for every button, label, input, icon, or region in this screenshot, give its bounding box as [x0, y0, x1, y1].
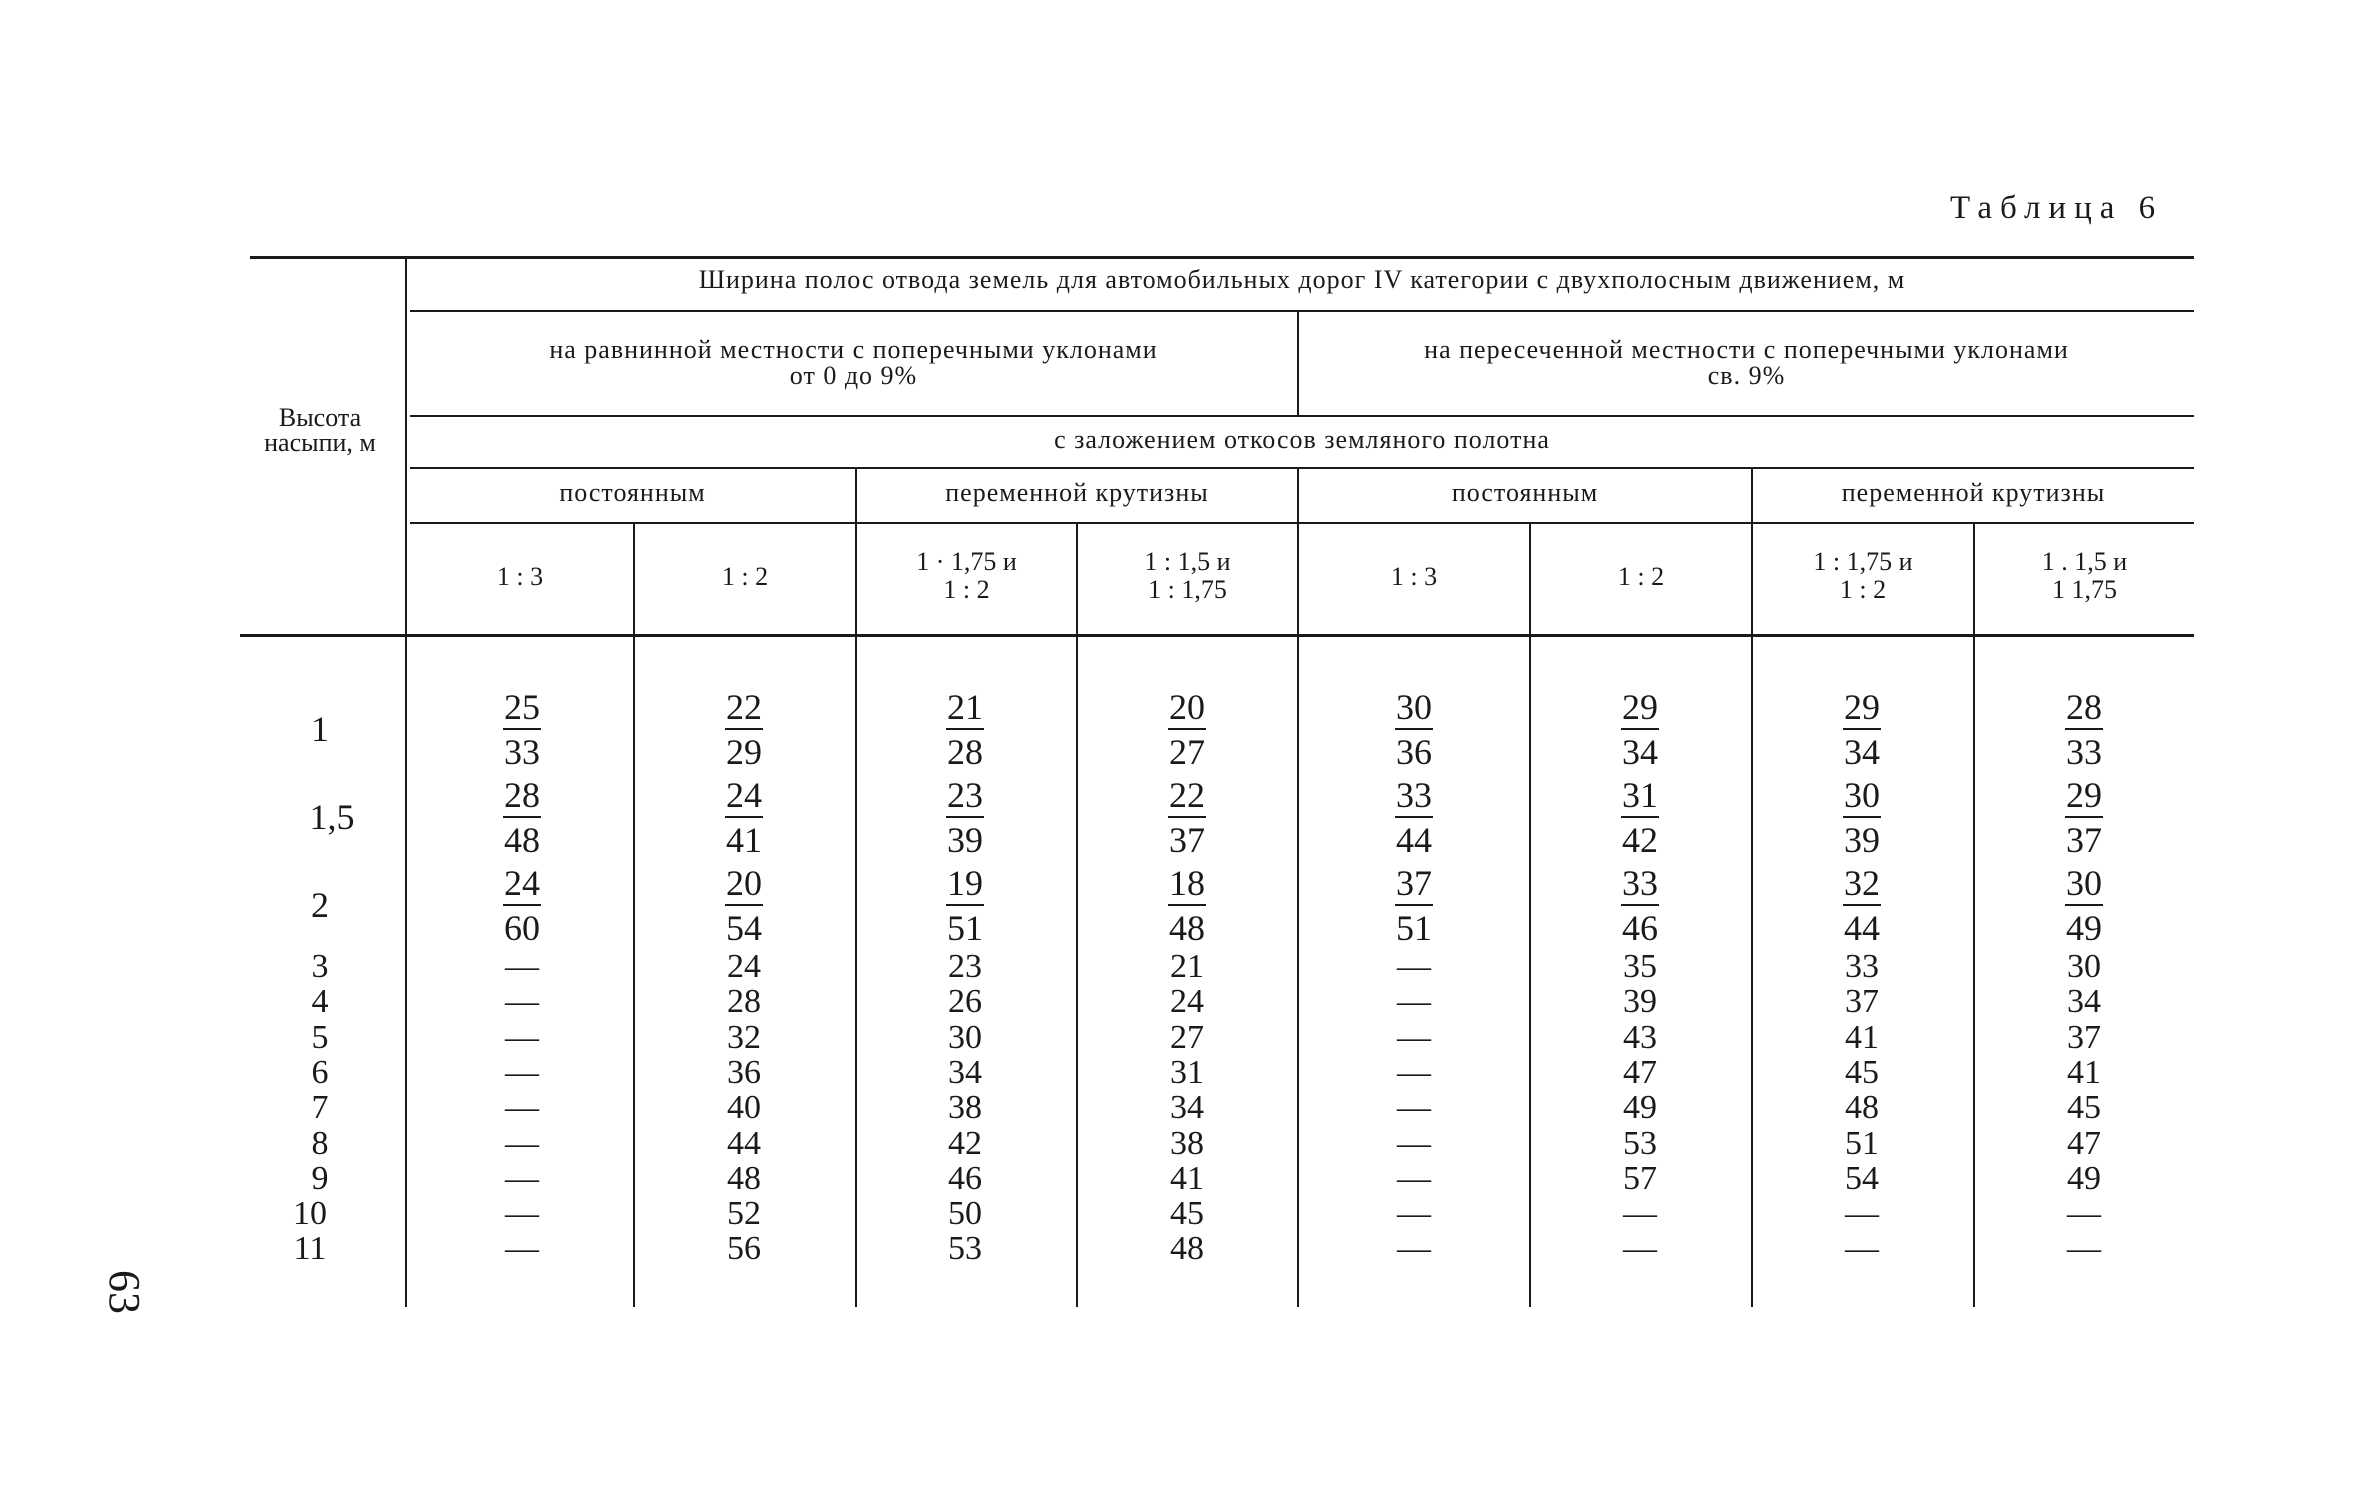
fraction-denominator: 27	[1169, 732, 1205, 772]
table-cell: —	[1397, 1019, 1431, 1056]
table-cell: 45	[1845, 1054, 1879, 1091]
fraction-numerator: 24	[504, 863, 540, 903]
fraction-bar	[1621, 816, 1659, 818]
table-cell: 33	[1845, 948, 1879, 985]
table-cell: —	[1397, 1125, 1431, 1162]
fraction-bar	[1168, 816, 1206, 818]
fraction-cell	[930, 776, 1000, 859]
fraction-denominator: 29	[726, 732, 762, 772]
fraction-numerator: 22	[726, 687, 762, 727]
stub-header: Высота насыпи, м	[264, 403, 376, 457]
table-cell: 31	[1170, 1054, 1204, 1091]
table-cell: 48	[1170, 1230, 1204, 1267]
rule-below-main-header	[410, 310, 2194, 312]
ratio-line1: 1 : 2	[1617, 562, 1665, 591]
fraction-bar	[1843, 904, 1881, 906]
fraction-numerator: 22	[1169, 775, 1205, 815]
table-cell: 32	[727, 1019, 761, 1056]
table-cell: 43	[1623, 1019, 1657, 1056]
row-height-label: 5	[311, 1019, 329, 1056]
fraction-denominator: 51	[1396, 908, 1432, 948]
rule-below-terrain-header	[410, 415, 2194, 417]
fraction-denominator: 28	[947, 732, 983, 772]
fraction-denominator: 37	[2066, 820, 2102, 860]
table-cell: 38	[948, 1089, 982, 1126]
table-cell: 26	[948, 983, 982, 1020]
rule-below-slope-types	[410, 522, 2194, 524]
fraction-bar	[946, 904, 984, 906]
fraction-bar	[1168, 728, 1206, 730]
fraction-cell	[1605, 688, 1675, 771]
row-height-label: 4	[311, 983, 329, 1020]
fraction-numerator: 20	[1169, 687, 1205, 727]
fraction-bar	[503, 728, 541, 730]
fraction-cell	[1827, 688, 1897, 771]
slope-type-header: постоянным	[559, 478, 706, 507]
row-height-label: 8	[311, 1125, 329, 1162]
row-height-label: 10	[293, 1195, 327, 1232]
fraction-denominator: 48	[1169, 908, 1205, 948]
table-cell: 41	[1170, 1160, 1204, 1197]
fraction-bar	[503, 816, 541, 818]
fraction-numerator: 25	[504, 687, 540, 727]
fraction-numerator: 29	[1622, 687, 1658, 727]
fraction-numerator: 29	[1844, 687, 1880, 727]
table-cell: 48	[727, 1160, 761, 1197]
row-height-label: 2	[311, 885, 329, 925]
table-cell: —	[1397, 1195, 1431, 1232]
fraction-cell	[1379, 688, 1449, 771]
table-caption: Таблица 6	[1950, 190, 2164, 226]
fraction-cell	[2049, 864, 2119, 947]
body-column-rule	[1751, 637, 1753, 1307]
fraction-cell	[709, 688, 779, 771]
table-cell: 49	[1623, 1089, 1657, 1126]
fraction-denominator: 46	[1622, 908, 1658, 948]
fraction-bar	[2065, 816, 2103, 818]
fraction-numerator: 23	[947, 775, 983, 815]
table-cell: —	[505, 948, 539, 985]
table-cell: 30	[2067, 948, 2101, 985]
table-cell: —	[505, 1054, 539, 1091]
ratio-line1: 1 : 1,75 и	[1813, 547, 1913, 576]
table-cell: 39	[1623, 983, 1657, 1020]
fraction-cell	[487, 688, 557, 771]
table-cell: 28	[727, 983, 761, 1020]
table-cell: 46	[948, 1160, 982, 1197]
ratio-header	[1975, 548, 2194, 604]
table-cell: 41	[2067, 1054, 2101, 1091]
fraction-numerator: 29	[2066, 775, 2102, 815]
fraction-denominator: 54	[726, 908, 762, 948]
body-column-rule	[633, 637, 635, 1307]
fraction-numerator: 33	[1622, 863, 1658, 903]
fraction-bar	[1395, 816, 1433, 818]
table-cell: —	[1397, 983, 1431, 1020]
fraction-denominator: 44	[1396, 820, 1432, 860]
fraction-numerator: 30	[1844, 775, 1880, 815]
fraction-cell	[1827, 864, 1897, 947]
terrain-header-plain-line2: от 0 до 9%	[789, 361, 918, 390]
table-cell: 42	[948, 1125, 982, 1162]
fraction-denominator: 42	[1622, 820, 1658, 860]
fraction-cell	[930, 864, 1000, 947]
table-cell: 47	[1623, 1054, 1657, 1091]
ratio-header	[1531, 563, 1751, 591]
fraction-denominator: 39	[1844, 820, 1880, 860]
fraction-denominator: 49	[2066, 908, 2102, 948]
fraction-denominator: 36	[1396, 732, 1432, 772]
ratio-line1: 1 : 2	[721, 562, 769, 591]
slope-type-header: переменной крутизны	[1841, 478, 2106, 507]
ratio-line2: 1 : 1,75	[1148, 575, 1227, 604]
table-cell: 51	[1845, 1125, 1879, 1162]
fraction-numerator: 18	[1169, 863, 1205, 903]
fraction-cell	[1605, 776, 1675, 859]
fraction-bar	[1621, 728, 1659, 730]
table-cell: 49	[2067, 1160, 2101, 1197]
ratio-line2: 1 : 2	[943, 575, 990, 604]
table-cell: —	[505, 1195, 539, 1232]
rule-below-header	[240, 634, 2194, 637]
row-height-label: 1	[311, 709, 329, 749]
fraction-numerator: 37	[1396, 863, 1432, 903]
fraction-bar	[725, 728, 763, 730]
table-cell: —	[505, 1019, 539, 1056]
fraction-numerator: 30	[1396, 687, 1432, 727]
table-cell: 53	[948, 1230, 982, 1267]
fraction-cell	[709, 864, 779, 947]
table-cell: 21	[1170, 948, 1204, 985]
table-cell: —	[505, 1089, 539, 1126]
body-column-rule	[1076, 637, 1078, 1307]
ratio-header	[635, 563, 855, 591]
fraction-bar	[1168, 904, 1206, 906]
table-cell: 34	[1170, 1089, 1204, 1126]
slope-type-header: переменной крутизны	[945, 478, 1209, 507]
table-cell: —	[1397, 1054, 1431, 1091]
main-header: Ширина полос отвода земель для автомобильных дорог IV категории с двухполосным движением, м	[698, 265, 1906, 294]
table-cell: 40	[727, 1089, 761, 1126]
table-cell: 56	[727, 1230, 761, 1267]
table-cell: 52	[727, 1195, 761, 1232]
fraction-denominator: 37	[1169, 820, 1205, 860]
fraction-bar	[503, 904, 541, 906]
table-cell: —	[505, 983, 539, 1020]
fraction-bar	[2065, 904, 2103, 906]
table-cell: 27	[1170, 1019, 1204, 1056]
fraction-numerator: 31	[1622, 775, 1658, 815]
fraction-cell	[1379, 776, 1449, 859]
fraction-denominator: 60	[504, 908, 540, 948]
fraction-bar	[725, 816, 763, 818]
fraction-bar	[725, 904, 763, 906]
fraction-cell	[709, 776, 779, 859]
fraction-denominator: 33	[504, 732, 540, 772]
fraction-cell	[2049, 688, 2119, 771]
ratio-line1: 1 : 3	[1390, 562, 1438, 591]
table-cell: —	[1623, 1195, 1657, 1232]
fraction-denominator: 33	[2066, 732, 2102, 772]
table-cell: —	[1397, 1230, 1431, 1267]
fraction-cell	[930, 688, 1000, 771]
row-height-label: 3	[311, 948, 329, 985]
table-cell: 41	[1845, 1019, 1879, 1056]
body-column-rule	[855, 637, 857, 1307]
fraction-cell	[1152, 864, 1222, 947]
ratio-line1: 1 : 3	[496, 562, 544, 591]
ratio-line2: 1 : 2	[1839, 575, 1887, 604]
body-column-rule	[1973, 637, 1975, 1307]
table-cell: 45	[2067, 1089, 2101, 1126]
table-cell: 37	[2067, 1019, 2101, 1056]
table-cell: 38	[1170, 1125, 1204, 1162]
table-cell: —	[505, 1125, 539, 1162]
table-cell: —	[1623, 1230, 1657, 1267]
fraction-numerator: 28	[504, 775, 540, 815]
fraction-denominator: 34	[1844, 732, 1880, 772]
fraction-denominator: 51	[947, 908, 983, 948]
fraction-cell	[487, 776, 557, 859]
fraction-bar	[1843, 728, 1881, 730]
fraction-cell	[487, 864, 557, 947]
row-height-label: 9	[311, 1160, 329, 1197]
table-cell: —	[1397, 1160, 1431, 1197]
fraction-bar	[946, 728, 984, 730]
table-cell: 45	[1170, 1195, 1204, 1232]
row-height-label: 1,5	[309, 797, 355, 837]
table-cell: 50	[948, 1195, 982, 1232]
fraction-denominator: 34	[1622, 732, 1658, 772]
body-column-rule	[405, 637, 407, 1307]
table-cell: 44	[727, 1125, 761, 1162]
table-top-rule	[250, 256, 2194, 259]
ratio-header	[1078, 548, 1297, 604]
fraction-denominator: 39	[947, 820, 983, 860]
table-cell: 34	[948, 1054, 982, 1091]
fraction-numerator: 32	[1844, 863, 1880, 903]
fraction-numerator: 21	[947, 687, 983, 727]
table-cell: —	[2067, 1195, 2101, 1232]
fraction-numerator: 24	[726, 775, 762, 815]
fraction-cell	[1379, 864, 1449, 947]
table-cell: 47	[2067, 1125, 2101, 1162]
table-cell: 53	[1623, 1125, 1657, 1162]
ratio-header	[1753, 548, 1973, 604]
ratio-line1: 1 . 1,5 и	[2041, 547, 2128, 576]
fraction-cell	[1152, 688, 1222, 771]
ratio-line1: 1 : 1,5 и	[1144, 547, 1231, 576]
fraction-numerator: 20	[726, 863, 762, 903]
table-cell: —	[1845, 1195, 1879, 1232]
fraction-bar	[2065, 728, 2103, 730]
slope-type-header: постоянным	[1451, 478, 1599, 507]
fraction-cell	[1827, 776, 1897, 859]
page-number: 63	[100, 1270, 149, 1314]
fraction-cell	[1152, 776, 1222, 859]
fraction-bar	[1843, 816, 1881, 818]
fraction-denominator: 48	[504, 820, 540, 860]
row-height-label: 7	[311, 1089, 329, 1126]
table-cell: 23	[948, 948, 982, 985]
table-cell: —	[1845, 1230, 1879, 1267]
ratio-header	[407, 563, 633, 591]
fraction-denominator: 41	[726, 820, 762, 860]
fraction-bar	[1621, 904, 1659, 906]
terrain-header-rugged-line2: св. 9%	[1707, 361, 1786, 390]
fraction-numerator: 33	[1396, 775, 1432, 815]
table-cell: 34	[2067, 983, 2101, 1020]
table-cell: —	[1397, 1089, 1431, 1126]
fraction-bar	[1395, 904, 1433, 906]
table-cell: —	[1397, 948, 1431, 985]
row-height-label: 6	[311, 1054, 329, 1091]
slope-header: с заложением откосов земляного полотна	[1054, 425, 1550, 454]
body-column-rule	[1529, 637, 1531, 1307]
fraction-bar	[946, 816, 984, 818]
ratio-header	[1299, 563, 1529, 591]
table-cell: 30	[948, 1019, 982, 1056]
ratio-header	[857, 548, 1076, 604]
fraction-numerator: 28	[2066, 687, 2102, 727]
table-cell: 24	[727, 948, 761, 985]
terrain-header-plain-line1: на равнинной местности с поперечными уклонами	[549, 335, 1158, 364]
fraction-denominator: 44	[1844, 908, 1880, 948]
table-cell: —	[2067, 1230, 2101, 1267]
body-column-rule	[1297, 637, 1299, 1307]
table-cell: 37	[1845, 983, 1879, 1020]
ratio-line1: 1 · 1,75 и	[916, 547, 1017, 576]
fraction-cell	[1605, 864, 1675, 947]
rule-below-slope-header	[410, 467, 2194, 469]
table-cell: —	[505, 1230, 539, 1267]
table-cell: 54	[1845, 1160, 1879, 1197]
fraction-bar	[1395, 728, 1433, 730]
table-cell: —	[505, 1160, 539, 1197]
terrain-header-rugged	[1299, 337, 2194, 389]
table-cell: 35	[1623, 948, 1657, 985]
row-height-label: 11	[293, 1230, 327, 1267]
fraction-numerator: 19	[947, 863, 983, 903]
terrain-header-plain	[410, 337, 1297, 389]
terrain-header-rugged-line1: на пересеченной местности с поперечными уклонами	[1424, 335, 2069, 364]
table-cell: 24	[1170, 983, 1204, 1020]
fraction-numerator: 30	[2066, 863, 2102, 903]
fraction-cell	[2049, 776, 2119, 859]
table-cell: 48	[1845, 1089, 1879, 1126]
table-cell: 36	[727, 1054, 761, 1091]
ratio-line2: 1 1,75	[2052, 575, 2117, 604]
table-cell: 57	[1623, 1160, 1657, 1197]
